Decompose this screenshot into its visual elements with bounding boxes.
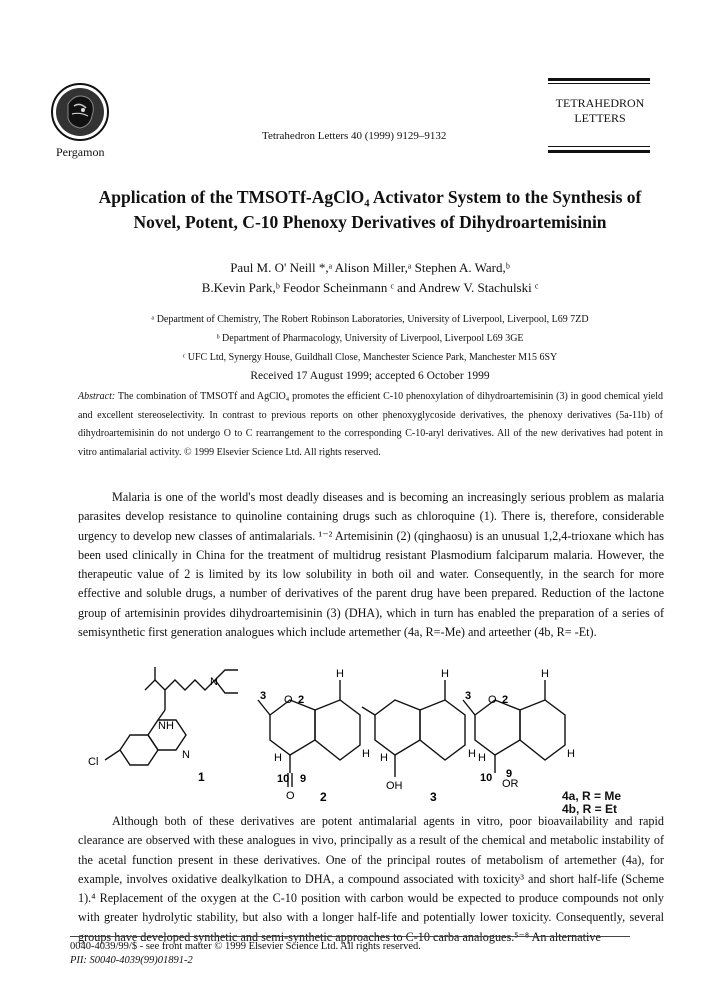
atom-oh: OH — [386, 780, 403, 792]
legend-4b: 4b, R = Et — [562, 802, 618, 816]
compound-label-2: 2 — [320, 790, 327, 804]
structure-1 — [105, 667, 238, 765]
journal-name-line1: TETRAHEDRON — [555, 96, 645, 110]
compound-label-1: 1 — [198, 770, 205, 784]
journal-name — [540, 96, 660, 126]
atom-h: H — [468, 748, 476, 760]
abstract-text: The combination of TMSOTf and AgClO₄ promotes the efficient C-10 phenoxylation of dihydroartemisinin (3) in good chemical yield and excellent stereoselectivity. In contrast to previous reports on other phenoxyglycoside derivatives, the phenoxy derivatives (5a-11b) of dihydroartemisinin do not undergo O to C rearrangement to the corresponding C-10-aryl derivatives. All of the new derivatives had potent in vitro antimalarial activity. © 1999 Elsevier Science Ltd. All rights reserved. — [78, 391, 663, 458]
authors-line-2: B.Kevin Park,ᵇ Feodor Scheinmann ᶜ and Andrew V. Stachulski ᶜ — [201, 280, 539, 295]
atom-10: 10 — [277, 773, 290, 785]
footer-pii: PII: S0040-4039(99)01891-2 — [70, 955, 193, 966]
title-line-2: Novel, Potent, C-10 Phenoxy Derivatives of Dihydroartemisinin — [133, 212, 607, 232]
header-rule — [548, 150, 650, 153]
atom-9: 9 — [300, 773, 307, 785]
atom-h: H — [362, 748, 370, 760]
journal-name-line2: LETTERS — [574, 111, 626, 125]
author-list — [150, 258, 590, 298]
header-rule — [548, 146, 650, 147]
abstract-label: Abstract: — [78, 391, 116, 402]
atom-h: H — [567, 748, 575, 760]
affiliation-c: ᶜ UFC Ltd, Synergy House, Guildhall Close, Manchester Science Park, Manchester M15 6SY — [182, 352, 558, 363]
atom-h: H — [441, 668, 449, 680]
atom-2: 2 — [502, 694, 509, 706]
atom-h: H — [478, 752, 486, 764]
abstract — [78, 388, 663, 462]
paper-title — [90, 185, 650, 235]
atom-n: N — [210, 676, 218, 688]
body-paragraph-2: Although both of these derivatives are potent antimalarial agents in vitro, poor bioavailability and rapid clearance are observed with these analogues in vivo, principally as a result of the chemical and metabolic instability of the acetal function present in these derivatives. One of the principal routes of metabolism of artemether (4a), for example, involves oxidative dealkylkation to DHA, a compound associated with toxicity³ and short half-life (Scheme 1).⁴ Replacement of the oxygen at the C-10 position with carbon would be expected to produce compounds not only with greater hydrolytic stability, but also with a longer half-life and potentially lower toxicity. Consequently, several groups have developed synthetic and semi-synthetic approaches to C-10 carba analogues.⁵⁻⁸ An alternative — [78, 814, 664, 944]
atom-o: O — [488, 694, 497, 706]
affiliation-b: ᵇ Department of Pharmacology, University of Liverpool, Liverpool L69 3GE — [216, 333, 524, 344]
atom-h: H — [541, 668, 549, 680]
atom-10: 10 — [480, 772, 493, 784]
body-paragraph-1: Malaria is one of the world's most deadly diseases and is becoming an increasingly serious problem as malaria parasites develop resistance to quinoline containing drugs such as chloroquine (1). There is, therefore, considerable urgency to develop new classes of antimalarials. ¹⁻² Artemisinin (2) (qinghaosu) is an unusual 1,2,4-trioxane which has been used clinically in China for the treatment of multidrug resistant Plasmodium falciparum malaria. However, the therapeutic value of 2 is limited by its low solubility in both oil and water. Consequently, in the search for more effective and soluble drugs, a number of derivatives of the parent drug have been prepared. Reduction of the lactone group of artemisinin provides dihydroartemisinin (3) (DHA), which in turn has enabled the preparation of a series of semisynthetic first generation analogues which include artemether (4a, R=-Me) and arteether (4b, R= -Et). — [78, 490, 664, 640]
atom-3: 3 — [465, 690, 472, 702]
atom-h: H — [336, 668, 344, 680]
header-rule — [548, 78, 650, 81]
atom-nh: NH — [158, 720, 174, 732]
affiliation-a: ᵃ Department of Chemistry, The Robert Robinson Laboratories, University of Liverpool, Liverpool, L69 7ZD — [151, 314, 589, 325]
atom-o: O — [284, 694, 293, 706]
journal-reference: Tetrahedron Letters 40 (1999) 9129–9132 — [262, 130, 447, 142]
footer-rule — [70, 936, 630, 937]
footer — [70, 940, 421, 968]
structure-2 — [258, 680, 360, 787]
received-dates: Received 17 August 1999; accepted 6 October 1999 — [250, 370, 490, 382]
compound-label-3: 3 — [430, 790, 437, 804]
atom-h: H — [380, 752, 388, 764]
publisher-name: Pergamon — [56, 145, 105, 159]
structure-3 — [362, 680, 465, 777]
legend-4a: 4a, R = Me — [562, 789, 622, 803]
elsevier-logo-icon — [50, 82, 110, 142]
atom-9: 9 — [506, 768, 513, 780]
authors-line-1: Paul M. O' Neill *,ᵃ Alison Miller,ᵃ Stephen A. Ward,ᵇ — [230, 260, 510, 275]
atom-3: 3 — [260, 690, 267, 702]
atom-or: OR — [502, 778, 519, 790]
atom-2: 2 — [298, 694, 305, 706]
atom-h: H — [274, 752, 282, 764]
atom-o: O — [286, 790, 295, 802]
atom-cl: Cl — [88, 756, 99, 768]
title-line-1: Application of the TMSOTf-AgClO₄ Activator System to the Synthesis of — [98, 187, 642, 207]
atom-n-ring: N — [182, 749, 190, 761]
footer-copyright: 0040-4039/99/$ - see front matter © 1999 Elsevier Science Ltd. All rights reserved. — [70, 941, 421, 952]
header-rule — [548, 83, 650, 84]
